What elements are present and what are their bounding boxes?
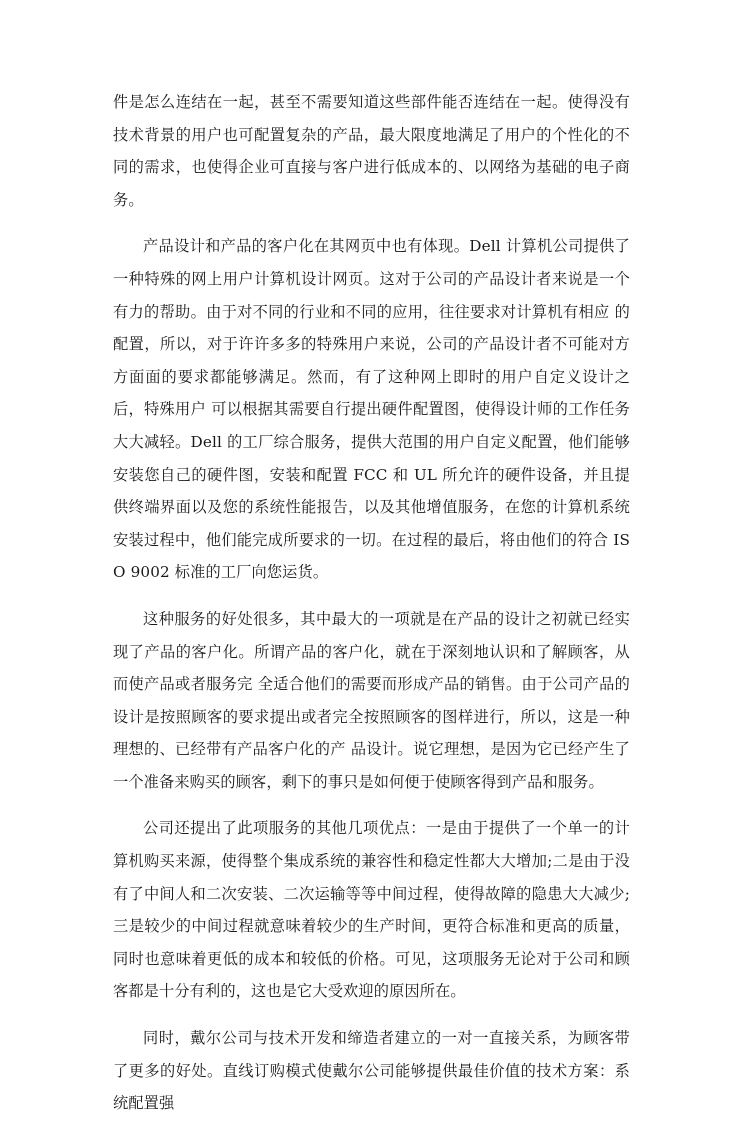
paragraph-4: 公司还提出了此项服务的其他几项优点：一是由于提供了一个单一的计算机购买来源，使得整个集成系统的兼容性和稳定性都大大增加;二是由于没有了中间人和二次安装、二次运输等等中间过程，使得故障的隐患大大减少;三是较少的中间过程就意味着较少的生产时间，更符合标准和更高的质量，同时也意味着更低的成本和较低的价格。可见，这项服务无论对于公司和顾客都是十分有利的，这也是它大受欢迎的原因所在。 [113, 819, 630, 1001]
paragraph-2: 产品设计和产品的客户化在其网页中也有体现。Dell 计算机公司提供了一种特殊的网上用户计算机设计网页。这对于公司的产品设计者来说是一个有力的帮助。由于对不同的行业和不同的应用，往往要求对计算机有相应 的配置，所以，对于许许多多的特殊用户来说，公司的产品设计者不可能对方方面面的要求都能够满足。然而，有了这种网上即时的用户自定义设计之后，特殊用户 可以根据其需要自行提出硬件配置图，使得设计师的工作任务大大减轻。Dell 的工厂综合服务，提供大范围的用户自定义配置，他们能够安装您自己的硬件图，安装和配置 FCC 和 UL 所允许的硬件设备，并且提供终端界面以及您的系统性能报告，以及其他增值服务，在您的计算机系统安装过程中，他们能完成所要求的一切。在过程的最后，将由他们的符合 ISO 9002 标准的工厂向您运货。 [113, 237, 630, 582]
paragraph-5: 同时，戴尔公司与技术开发和缔造者建立的一对一直接关系，为顾客带了更多的好处。直线订购模式使戴尔公司能够提供最佳价值的技术方案：系统配置强 [113, 1029, 630, 1113]
paragraph-1: 件是怎么连结在一起，甚至不需要知道这些部件能否连结在一起。使得没有技术背景的用户也可配置复杂的产品，最大限度地满足了用户的个性化的不同的需求，也使得企业可直接与客户进行低成本的、以网络为基础的电子商务。 [113, 93, 630, 209]
document-page [113, 86, 630, 1134]
paragraph-3: 这种服务的好处很多，其中最大的一项就是在产品的设计之初就已经实现了产品的客户化。所谓产品的客户化，就在于深刻地认识和了解顾客，从而使产品或者服务完 全适合他们的需要而形成产品的销售。由于公司产品的设计是按照顾客的要求提出或者完全按照顾客的图样进行，所以，这是一种理想的、已经带有产品客户化的产 品设计。说它理想，是因为它已经产生了一个准备来购买的顾客，剩下的事只是如何便于使顾客得到产品和服务。 [113, 609, 630, 791]
